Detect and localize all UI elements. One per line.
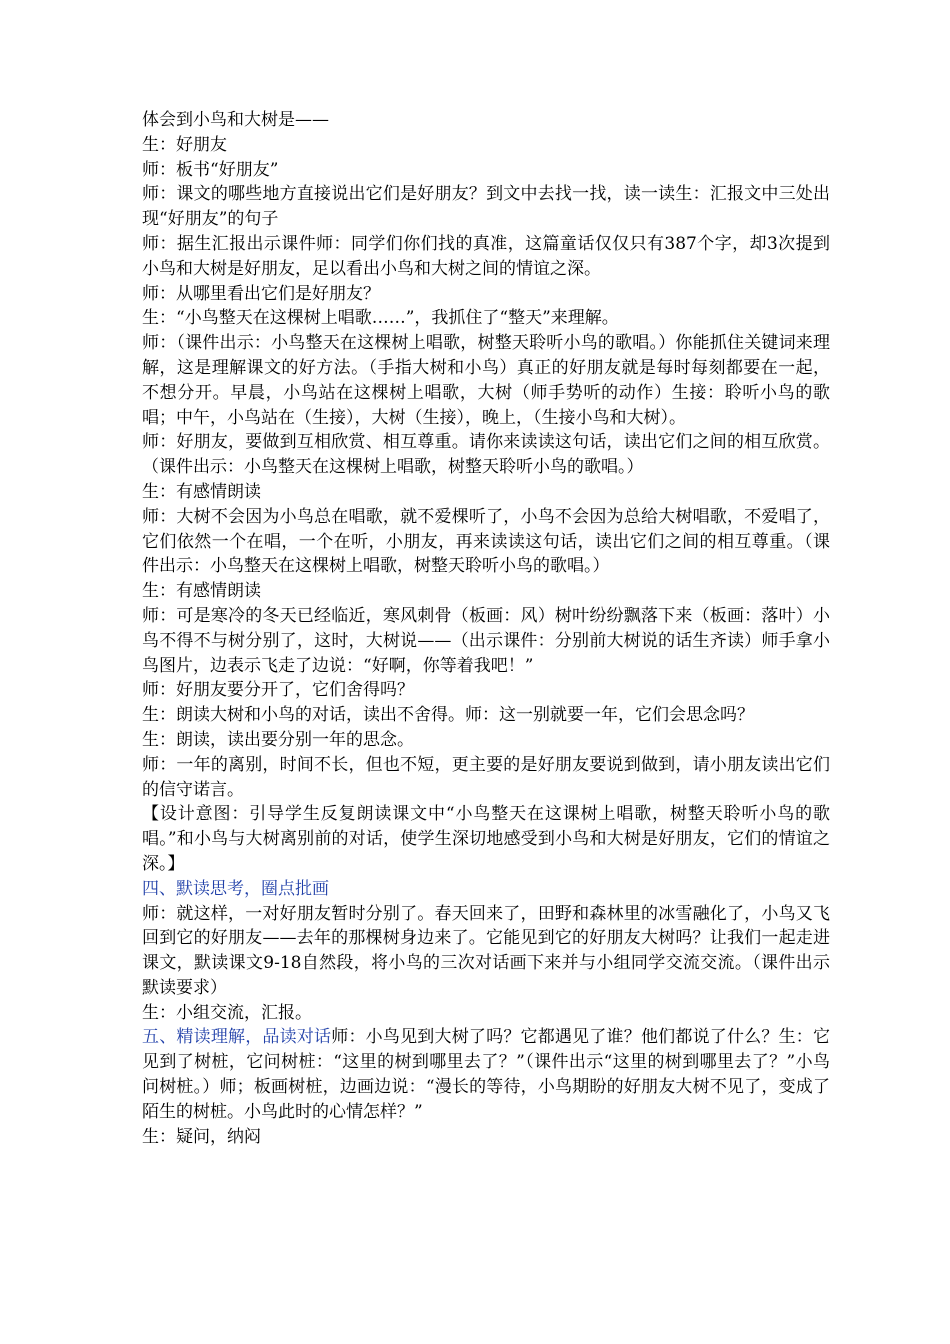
paragraph: 师：就这样，一对好朋友暂时分别了。春天回来了，田野和森林里的冰雪融化了，小鸟又飞回到它的好朋友——去年的那棵树身边来了。它能见到它的好朋友大树吗？让我们一起走进课文，默读课文9-18自然段，将小鸟的三次对话画下来并与小组同学交流交流。（课件出示默读要求） bbox=[142, 903, 830, 998]
section-5-text: 师：小鸟见到大树了吗？它都遇见了谁？他们都说了什么？生：它见到了树桩，它问树桩：“这里的树到哪里去了？”（课件出示“这里的树到哪里去了？”小鸟问树桩。）师；板画树桩，边画边说：“漫长的等待，小鸟期盼的好朋友大树不见了，变成了陌生的树桩。小鸟此时的心情怎样？” bbox=[142, 1027, 831, 1122]
paragraph: 生：疑问，纳闷 bbox=[142, 1126, 261, 1147]
paragraph: 师：好朋友，要做到互相欣赏、相互尊重。请你来读读这句话，读出它们之间的相互欣赏。（课件出示：小鸟整天在这棵树上唱歌，树整天聆听小鸟的歌唱。） bbox=[142, 432, 830, 478]
section-heading-5: 五、精读理解，品读对话 bbox=[142, 1027, 332, 1048]
document-page bbox=[142, 108, 830, 1149]
paragraph: 生：好朋友 bbox=[142, 134, 227, 155]
paragraph: 师：据生汇报出示课件师：同学们你们找的真准，这篇童话仅仅只有387个字，却3次提到小鸟和大树是好朋友，足以看出小鸟和大树之间的情谊之深。 bbox=[142, 233, 830, 279]
paragraph: 生：有感情朗读 bbox=[142, 481, 261, 502]
paragraph: 师：可是寒冷的冬天已经临近，寒风刺骨（板画：风）树叶纷纷飘落下来（板画：落叶）小鸟不得不与树分别了，这时，大树说——（出示课件：分别前大树说的话生齐读）师手拿小鸟图片，边表示飞走了边说：“好啊，你等着我吧！” bbox=[142, 605, 830, 676]
paragraph: 师：板书“好朋友” bbox=[142, 159, 279, 180]
paragraph: 体会到小鸟和大树是—— bbox=[142, 110, 329, 130]
paragraph: 生：有感情朗读 bbox=[142, 581, 261, 602]
paragraph: 师：从哪里看出它们是好朋友？ bbox=[142, 283, 380, 304]
paragraph: 生：“小鸟整天在这棵树上唱歌……”，我抓住了“整天”来理解。 bbox=[142, 308, 619, 329]
section-heading-4: 四、默读思考，圈点批画 bbox=[142, 878, 329, 899]
paragraph: 师：（课件出示：小鸟整天在这棵树上唱歌，树整天聆听小鸟的歌唱。）你能抓住关键词来理解，这是理解课文的好方法。（手指大树和小鸟）真正的好朋友就是每时每刻都要在一起，不想分开。早晨，小鸟站在这棵树上唱歌，大树（师手势听的动作）生接：聆听小鸟的歌唱；中午，小鸟站在（生接），大树（生接），晚上，（生接小鸟和大树）。 bbox=[142, 333, 830, 428]
paragraph: 生：小组交流，汇报。 bbox=[142, 1002, 312, 1023]
paragraph: 师：课文的哪些地方直接说出它们是好朋友？到文中去找一找，读一读生：汇报文中三处出现“好朋友”的句子 bbox=[142, 184, 830, 230]
paragraph: 师：一年的离别，时间不长，但也不短，更主要的是好朋友要说到做到，请小朋友读出它们的信守诺言。 bbox=[142, 754, 830, 800]
section-5-paragraph bbox=[142, 1025, 830, 1124]
design-intent-note: 【设计意图：引导学生反复朗读课文中“小鸟整天在这课树上唱歌，树整天聆听小鸟的歌唱。”和小鸟与大树离别前的对话，使学生深切地感受到小鸟和大树是好朋友，它们的情谊之深。】 bbox=[142, 804, 830, 874]
paragraph: 师：好朋友要分开了，它们舍得吗？ bbox=[142, 680, 414, 701]
paragraph: 师：大树不会因为小鸟总在唱歌，就不爱棵听了，小鸟不会因为总给大树唱歌，不爱唱了，它们依然一个在唱，一个在听，小朋友，再来读读这句话，读出它们之间的相互尊重。（课件出示：小鸟整天在这棵树上唱歌，树整天聆听小鸟的歌唱。） bbox=[142, 506, 830, 577]
paragraph: 生：朗读，读出要分别一年的思念。 bbox=[142, 729, 414, 750]
paragraph: 生：朗读大树和小鸟的对话，读出不舍得。师：这一别就要一年，它们会思念吗？ bbox=[142, 705, 754, 726]
